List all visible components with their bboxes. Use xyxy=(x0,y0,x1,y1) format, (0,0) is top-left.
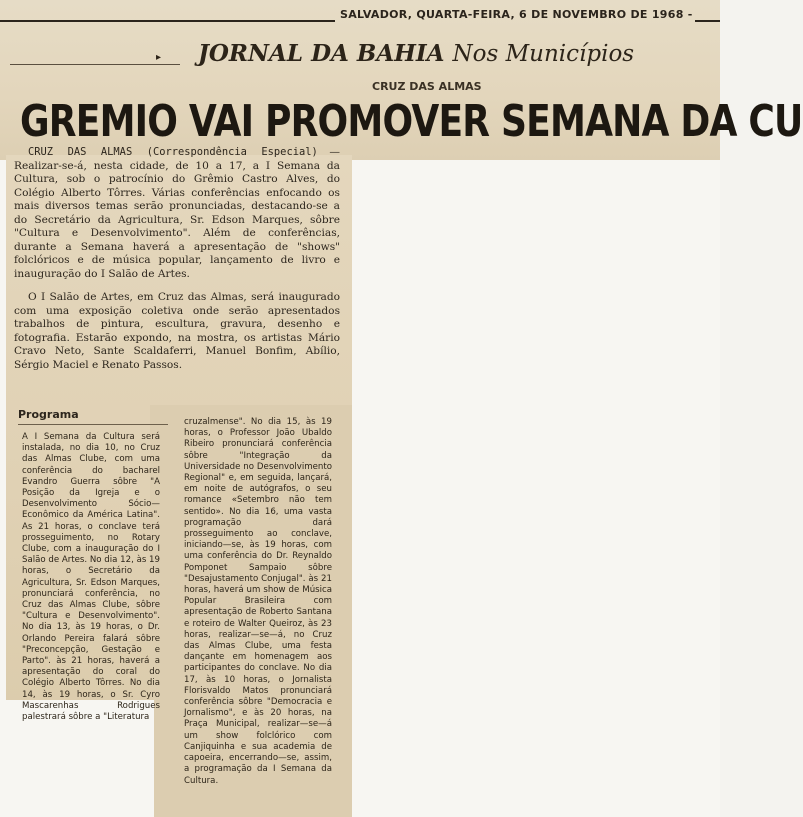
section-mark: ▸ xyxy=(156,52,162,63)
programa-column-1: A I Semana da Cultura será instalada, no dia 10, no Cruz das Almas Clube, com uma conferência do bacharel Evandro Guerra sôbre "A Posição da Igreja e o Desenvolvimento Sócio—Econômico da América Latina". As 21 horas, o conclave terá prosseguimento, no Rotary Clube, com a inauguração do I Salão de Artes. No dia 12, às 19 horas, o Secretário da Agricultura, Sr. Edson Marques, pronunciará conferência, no Cruz das Almas Clube, sôbre "Cultura e Desenvolvimento". No dia 13, às 19 horas, o Dr. Orlando Pereira falará sôbre "Preconcepção, Gestação e Parto". às 21 horas, haverá a apresentação do coral do Colégio Alberto Tôrres. No dia 14, às 19 horas, o Sr. Cyro Mascarenhas Rodrigues palestrará sôbre a "Literatura xyxy=(22,432,160,723)
dateline: SALVADOR, QUARTA-FEIRA, 6 DE NOVEMBRO DE 1968 - xyxy=(340,8,693,21)
section-title xyxy=(198,40,634,67)
byline: CRUZ DAS ALMAS (Correspondência Especial) xyxy=(28,146,318,158)
lede-paragraph-1: — Realizar-se-á, nesta cidade, de 10 a 17, a I Semana da Cultura, sob o patrocínio do Grêmio Castro Alves, do Colégio Alberto Tôrres. Várias conferências enfocando os mais diversos temas serão pronunciadas, destacando-se a do Secretário da Agricultura, Sr. Edson Marques, sôbre "Cultura e Desenvolvimento". Além de conferências, durante a Semana haverá a apresentação de "shows" folclóricos e de música popular, lançamento de livro e inauguração do I Salão de Artes. xyxy=(14,146,341,280)
programa-column-2: cruzalmense". No dia 15, às 19 horas, o Professor João Ubaldo Ribeiro pronunciará conferência sôbre "Integração da Universidade no Desenvolvimento Regional" e, em seguida, lançará, em noite de autógrafos, o seu romance «Setembro não tem sentido». No dia 16, uma vasta programação dará prosseguimento ao conclave, iniciando—se, às 19 horas, com uma conferência do Dr. Reynaldo Pomponet Sampaio sôbre "Desajustamento Conjugal". às 21 horas, haverá um show de Música Popular Brasileira com apresentação de Roberto Santana e roteiro de Walter Queiroz, às 23 horas, realizar—se—á, no Cruz das Almas Clube, uma festa dançante em homenagem aos participantes do conclave. No dia 17, às 10 horas, o Jornalista Florisvaldo Matos pronunciará conferência sôbre "Democracia e Jornalismo", e às 20 horas, na Praça Municipal, realizar—se—á um show folclórico com Canjiquinha e sua academia de capoeira, encerrando—se, assim, a programação da I Semana da Cultura. xyxy=(184,417,332,786)
headline: GREMIO VAI PROMOVER SEMANA DA CU xyxy=(20,96,803,147)
lede-article xyxy=(14,146,340,382)
top-rule-right xyxy=(695,20,720,22)
top-rule xyxy=(0,20,335,22)
section-subtitle: Nos Municípios xyxy=(452,41,635,67)
lede-paragraph-2: O I Salão de Artes, em Cruz das Almas, será inaugurado com uma exposição coletiva onde serão apresentados trabalhos de pintura, escultura, gravura, desenho e fotografia. Estarão expondo, na mostra, os artistas Mário Cravo Neto, Sante Scaldaferri, Manuel Bonfim, Abílio, Sérgio Maciel e Renato Passos. xyxy=(14,291,340,371)
programa-heading: Programa xyxy=(18,408,79,421)
locale-label: CRUZ DAS ALMAS xyxy=(372,80,482,93)
programa-rule xyxy=(18,424,168,425)
section-name: JORNAL DA BAHIA xyxy=(198,40,445,67)
section-rule xyxy=(10,64,180,65)
